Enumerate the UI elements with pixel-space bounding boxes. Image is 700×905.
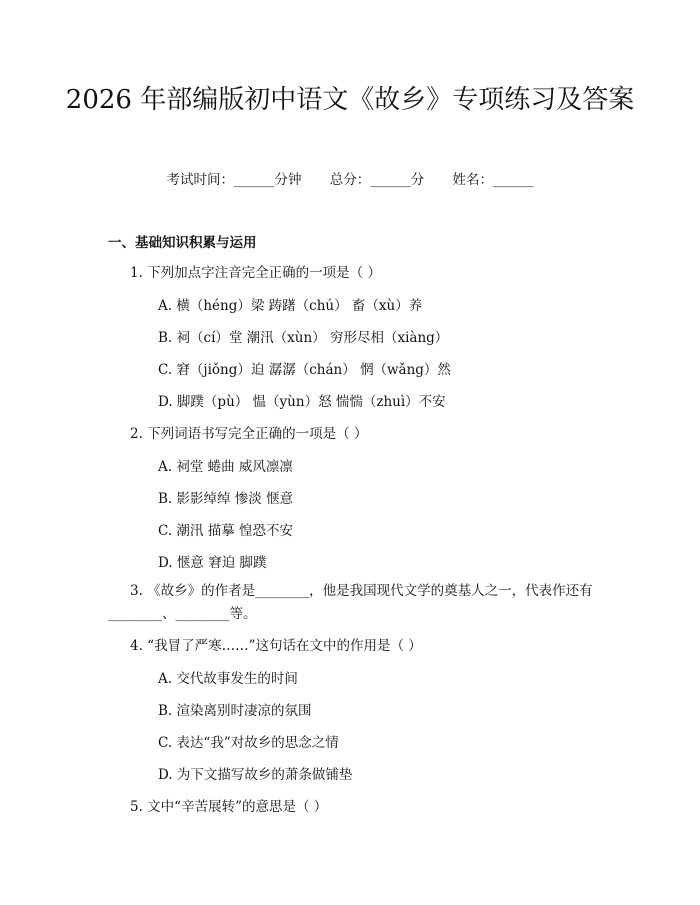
question-4-option-c: C. 表达“我”对故乡的思念之情 <box>158 735 339 751</box>
student-name-field: 姓名：______ <box>452 172 534 188</box>
question-4-option-a: A. 交代故事发生的时间 <box>158 671 298 687</box>
question-4-stem: 4. “我冒了严寒……”这句话在文中的作用是（ ） <box>130 638 422 654</box>
question-1-option-b: B. 祠（cí）堂 潮汛（xùn） 穷形尽相（xiàng） <box>158 330 449 346</box>
question-1-stem: 1. 下列加点字注音完全正确的一项是（ ） <box>130 265 381 281</box>
question-2-option-d: D. 惬意 窘迫 脚蹼 <box>158 555 267 571</box>
question-2-stem: 2. 下列词语书写完全正确的一项是（ ） <box>130 426 368 442</box>
total-score-field: 总分：______分 <box>329 172 425 188</box>
section-heading: 一、基础知识积累与运用 <box>108 235 257 251</box>
exam-time-field: 考试时间：______分钟 <box>166 172 302 188</box>
question-1-option-a: A. 横（héng）梁 踌躇（chú） 畜（xù）养 <box>158 298 423 314</box>
question-2-option-a: A. 祠堂 蜷曲 威风凛凛 <box>158 459 293 475</box>
document-title: 2026 年部编版初中语文《故乡》专项练习及答案 <box>65 85 635 115</box>
exam-meta <box>0 168 700 188</box>
question-4-option-d: D. 为下文描写故乡的萧条做铺垫 <box>158 767 353 783</box>
question-3-text: 3. 《故乡》的作者是________，他是我国现代文学的奠基人之一，代表作还有________、________等。 <box>108 583 593 622</box>
question-5-stem: 5. 文中“辛苦展转”的意思是（ ） <box>130 799 328 815</box>
question-1-option-c: C. 窘（jiǒng）迫 潺潺（chán） 惘（wǎng）然 <box>158 362 451 378</box>
question-2-option-b: B. 影影绰绰 惨淡 惬意 <box>158 491 294 507</box>
question-2-option-c: C. 潮汛 描摹 惶恐不安 <box>158 523 294 539</box>
question-4-option-b: B. 渲染离别时凄凉的氛围 <box>158 703 312 719</box>
question-1-option-d: D. 脚蹼（pù） 愠（yùn）怒 惴惴（zhuì）不安 <box>158 394 446 410</box>
